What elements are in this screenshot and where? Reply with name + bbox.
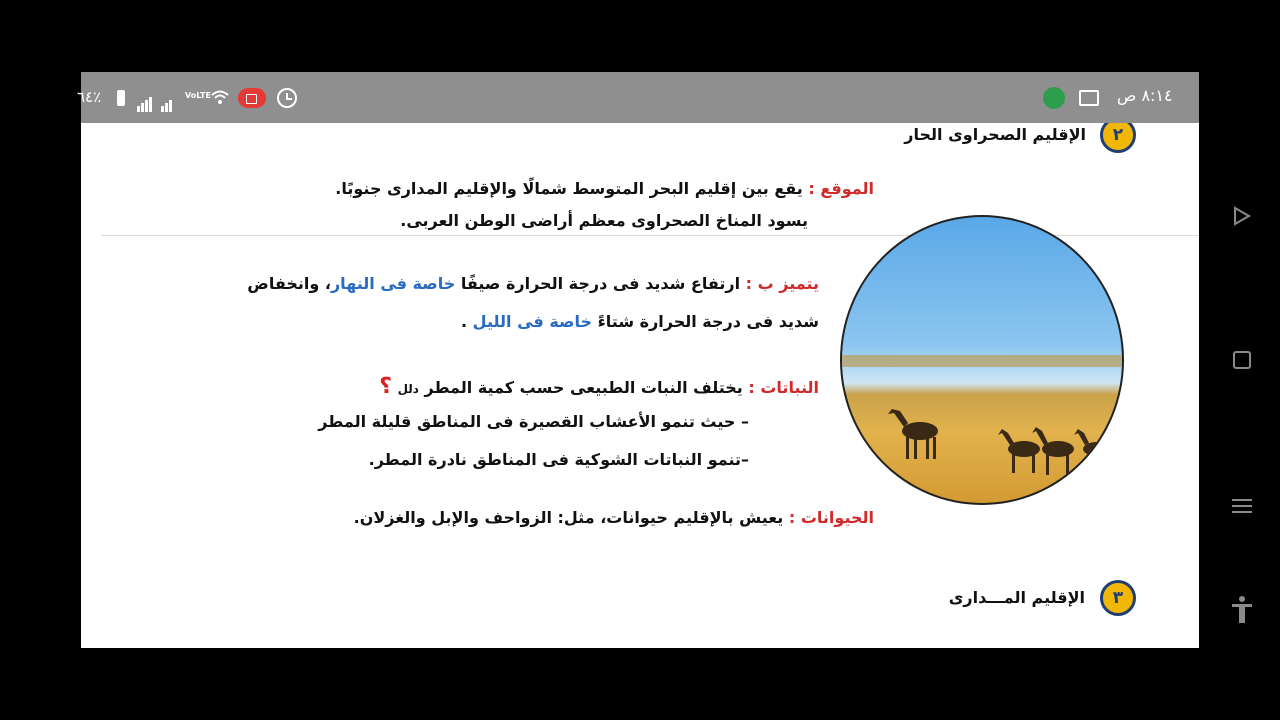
accessibility-icon[interactable] [1231, 596, 1253, 624]
features-text-2a: شديد فى درجة الحرارة شتاءً [597, 312, 819, 331]
animals-text: يعيش بالإقليم حيوانات، مثل: الزواحف والإبل والغزلان. [353, 508, 784, 527]
navigation-bar [1199, 72, 1280, 648]
features-text-1a: ارتفاع شديد فى درجة الحرارة صيفًا [460, 274, 741, 293]
section-3-title: الإقليم المـــدارى [948, 588, 1085, 607]
location-label: الموقع : [808, 179, 874, 198]
volte-icon: VoLTE [185, 91, 211, 100]
battery-percent: ٦٤٪ [77, 88, 102, 106]
app-notification-icon [1043, 87, 1065, 109]
plants-bullet-1: – حيث تنمو الأعشاب القصيرة فى المناطق قليلة المطر [318, 412, 749, 431]
location-line-1 [335, 179, 874, 198]
question-mark-icon: ؟ [379, 374, 392, 399]
plants-line-1 [379, 374, 819, 399]
section-number-badge: ٢ [1100, 117, 1136, 153]
cast-icon [1079, 90, 1099, 106]
camel-icon [842, 217, 1124, 505]
menu-icon[interactable] [1232, 497, 1252, 515]
features-line-2 [461, 312, 819, 331]
animals-line [354, 508, 874, 527]
section-title: الإقليم الصحراوى الحار [904, 125, 1086, 144]
desert-photo [840, 215, 1124, 505]
document-viewer[interactable] [81, 72, 1199, 648]
features-label: يتميز ب : [745, 274, 819, 293]
features-highlight-night: خاصة فى الليل [472, 312, 593, 331]
features-text-2c: . [461, 312, 473, 331]
plants-text: يختلف النبات الطبيعى حسب كمية المطر [424, 378, 743, 397]
animals-label: الحيوانات : [788, 508, 874, 527]
features-line-1 [247, 274, 819, 293]
screen-record-icon [238, 88, 266, 108]
prove-prompt: دلل [397, 382, 419, 396]
clock: ٨:١٤ ص [1117, 86, 1173, 105]
plants-bullet-2: –تنمو النباتات الشوكية فى المناطق نادرة المطر. [368, 450, 749, 469]
status-bar [77, 72, 1199, 123]
square-icon[interactable] [1233, 351, 1251, 369]
features-highlight-day: خاصة فى النهار [330, 274, 456, 293]
plants-label: النباتات : [748, 378, 819, 397]
location-line-2: يسود المناخ الصحراوى معظم أراضى الوطن العربى. [400, 211, 808, 230]
location-text-1: يقع بين إقليم البحر المتوسط شمالًا والإقليم المدارى جنوبًا. [335, 179, 803, 198]
signal-icon [137, 92, 173, 112]
section-number-badge-3: ٣ [1100, 580, 1136, 616]
wifi-icon [211, 90, 229, 104]
alarm-icon [277, 88, 297, 108]
play-icon[interactable] [1233, 206, 1251, 226]
features-text-1c: ، وانخفاض [247, 274, 331, 293]
battery-icon [117, 90, 125, 106]
